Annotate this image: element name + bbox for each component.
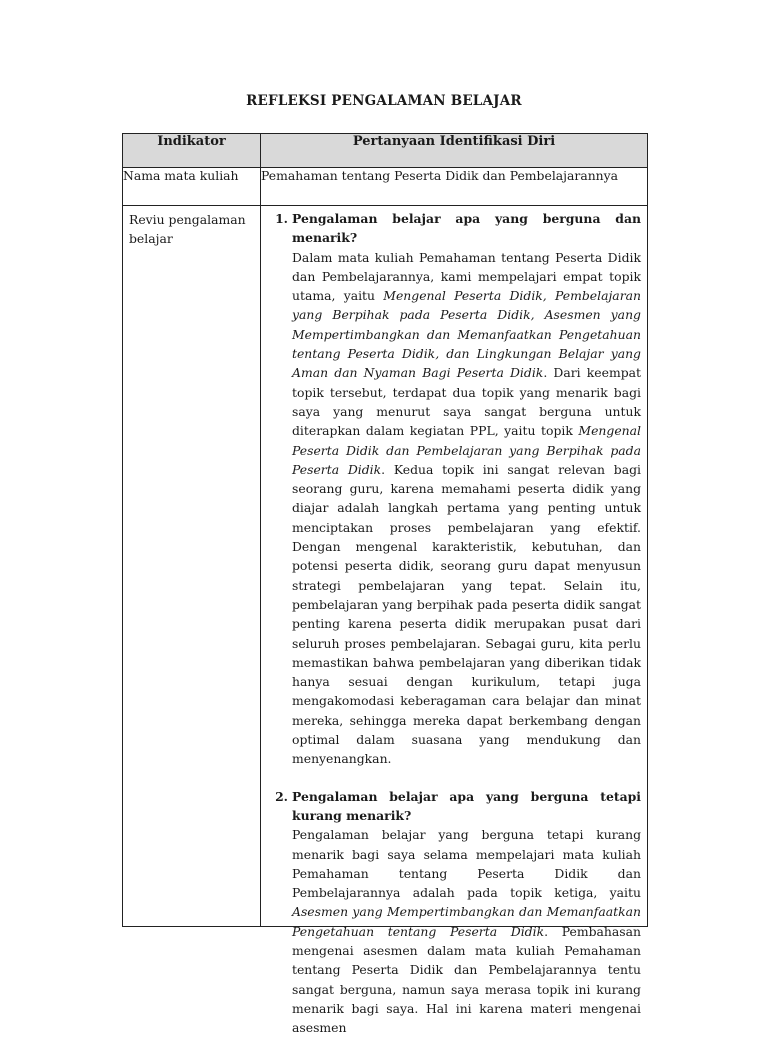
header-pertanyaan: Pertanyaan Identifikasi Diri	[261, 134, 648, 168]
question-item-1	[265, 209, 641, 769]
question-item-2	[265, 787, 641, 1037]
document-title: REFLEKSI PENGALAMAN BELAJAR	[246, 93, 522, 109]
question-answer: Dalam mata kuliah Pemahaman tentang Peserta Didik dan Pembelajarannya, kami mempelajari empat topik utama, yaitu Mengenal Peserta Didik, Pembelajaran yang Berpihak pada Peserta Didik, Asesmen yang Mempertimbangkan dan Memanfaatkan Pengetahuan tentang Peserta Didik, dan Lingkungan Belajar yang Aman dan Nyaman Bagi Peserta Didik. Dari keempat topik tersebut, terdapat dua topik yang menarik bagi saya yang menurut saya sangat berguna untuk diterapkan dalam kegiatan PPL, yaitu topik Mengenal Peserta Didik dan Pembelajaran yang Berpihak pada Peserta Didik. Kedua topik ini sangat relevan bagi seorang guru, karena memahami peserta didik yang diajar adalah langkah pertama yang penting untuk menciptakan proses pembelajaran yang efektif. Dengan mengenal karakteristik, kebutuhan, dan potensi peserta didik, seorang guru dapat menyusun strategi pembelajaran yang tepat. Selain itu, pembelajaran yang berpihak pada peserta didik sangat penting karena peserta didik merupakan pusat dari seluruh proses pembelajaran. Sebagai guru, kita perlu memastikan bahwa pembelajaran yang diberikan tidak hanya sesuai dengan kurikulum, tetapi juga mengakomodasi keberagaman cara belajar dan minat mereka, sehingga mereka dapat berkembang dengan optimal dalam suasana yang mendukung dan menyenangkan.	[292, 249, 642, 767]
question-number: 2.	[275, 788, 288, 804]
question-heading: Pengalaman belajar apa yang berguna tetapi kurang menarik?	[292, 788, 641, 823]
review-label: Reviu pengalaman belajar	[129, 212, 246, 246]
course-label: Nama mata kuliah	[123, 168, 261, 206]
question-heading: Pengalaman belajar apa yang berguna dan menarik?	[292, 211, 641, 246]
question-answer: Pengalaman belajar yang berguna tetapi kurang menarik bagi saya selama mempelajari mata kuliah Pemahaman tentang Peserta Didik dan Pembelajarannya adalah pada topik ketiga, yaitu Asesmen yang Mempertimbangkan dan Memanfaatkan Pengetahuan tentang Peserta Didik. Pembahasan mengenai asesmen dalam mata kuliah Pemahaman tentang Peserta Didik dan Pembelajarannya tentu sangat berguna, namun saya merasa topik ini kurang menarik bagi saya. Hal ini karena materi mengenai asesmen	[292, 827, 641, 1036]
question-list	[261, 206, 647, 1036]
table-header-row	[123, 134, 648, 168]
table-row-course	[123, 168, 648, 206]
header-indikator: Indikator	[123, 134, 261, 168]
question-number: 1.	[275, 211, 288, 226]
reflection-table	[122, 133, 648, 1036]
table-row-review	[123, 206, 648, 927]
course-value: Pemahaman tentang Peserta Didik dan Pembelajarannya	[261, 168, 648, 206]
